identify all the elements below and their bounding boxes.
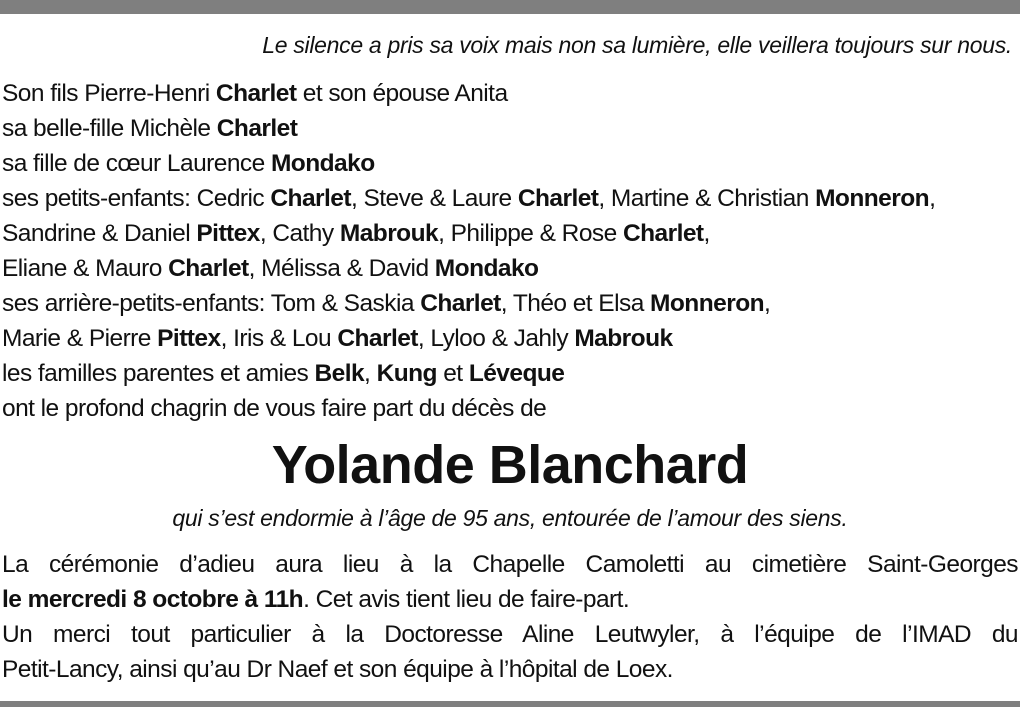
family-name: Pittex: [196, 220, 260, 247]
family-name: Charlet: [517, 185, 599, 212]
family-line: [2, 356, 1020, 391]
text-segment: sa belle-fille Michèle: [2, 115, 217, 142]
family-list: [2, 76, 1020, 426]
text-segment: , Lyloo & Jahly: [417, 325, 575, 352]
text-segment: ont le profond chagrin de vous faire part du décès de: [2, 395, 547, 422]
detail-line: [2, 617, 1018, 652]
family-name: Mondako: [434, 255, 539, 282]
epigraph: Le silence a pris sa voix mais non sa lumière, elle veillera toujours sur nous.: [262, 32, 1012, 58]
family-name: Belk: [314, 360, 365, 387]
text-segment: Petit-Lancy, ainsi qu’au Dr Naef et son équipe à l’hôpital de Loex.: [2, 656, 673, 683]
family-name: Léveque: [468, 360, 565, 387]
family-line: [2, 111, 1020, 146]
text-segment: , Martine & Christian: [598, 185, 816, 212]
detail-line: [2, 582, 1018, 617]
detail-line: [2, 547, 1018, 582]
family-line: [2, 251, 1020, 286]
family-name: Charlet: [420, 290, 501, 317]
family-name: le mercredi 8 octobre à 11h: [2, 586, 304, 613]
detail-line: [2, 652, 1018, 687]
top-rule: [0, 0, 1020, 14]
family-name: Charlet: [337, 325, 418, 352]
family-name: Charlet: [270, 185, 351, 212]
text-segment: ,: [703, 220, 710, 247]
family-name: Monneron: [815, 185, 930, 212]
family-name: Mabrouk: [574, 325, 673, 352]
family-line: [2, 286, 1020, 321]
family-name: Pittex: [157, 325, 221, 352]
family-name: Charlet: [216, 115, 298, 142]
text-segment: Marie & Pierre: [2, 325, 158, 352]
text-segment: ,: [764, 290, 771, 317]
family-line: [2, 146, 1020, 181]
family-name: Charlet: [215, 80, 297, 107]
text-segment: ,: [929, 185, 936, 212]
family-name: Kung: [376, 360, 437, 387]
text-segment: ,: [364, 360, 377, 387]
text-segment: et: [436, 360, 469, 387]
text-segment: , Iris & Lou: [220, 325, 338, 352]
family-name: Charlet: [168, 255, 249, 282]
text-segment: les familles parentes et amies: [2, 360, 315, 387]
text-segment: . Cet avis tient lieu de faire-part.: [303, 586, 630, 613]
text-segment: Sandrine & Daniel: [2, 220, 197, 247]
family-line: [2, 181, 1020, 216]
text-segment: , Cathy: [259, 220, 340, 247]
text-segment: ses petits-enfants: Cedric: [2, 185, 271, 212]
age-line: qui s’est endormie à l’âge de 95 ans, entourée de l’amour des siens.: [172, 505, 848, 531]
family-line: [2, 216, 1020, 251]
text-segment: Eliane & Mauro: [2, 255, 169, 282]
family-line: [2, 391, 1020, 426]
text-segment: , Philippe & Rose: [438, 220, 623, 247]
text-segment: sa fille de cœur Laurence: [2, 150, 271, 177]
ceremony-details: [2, 547, 1018, 687]
family-name: Charlet: [622, 220, 704, 247]
text-segment: , Mélissa & David: [248, 255, 435, 282]
text-segment: La cérémonie d’adieu aura lieu à la Chapelle Camoletti au cimetière Saint-Georges: [2, 551, 1018, 578]
bottom-rule: [0, 701, 1020, 707]
family-line: [2, 76, 1020, 111]
family-line: [2, 321, 1020, 356]
family-name: Monneron: [650, 290, 765, 317]
family-name: Mabrouk: [339, 220, 439, 247]
deceased-name: Yolande Blanchard: [271, 435, 749, 495]
text-segment: , Steve & Laure: [350, 185, 518, 212]
text-segment: ses arrière-petits-enfants: Tom & Saskia: [2, 290, 421, 317]
text-segment: Un merci tout particulier à la Doctoresse Aline Leutwyler, à l’équipe de l’IMAD du: [2, 621, 1018, 648]
text-segment: et son épouse Anita: [296, 80, 508, 107]
text-segment: , Théo et Elsa: [500, 290, 651, 317]
text-segment: Son fils Pierre-Henri: [2, 80, 216, 107]
family-name: Mondako: [270, 150, 375, 177]
